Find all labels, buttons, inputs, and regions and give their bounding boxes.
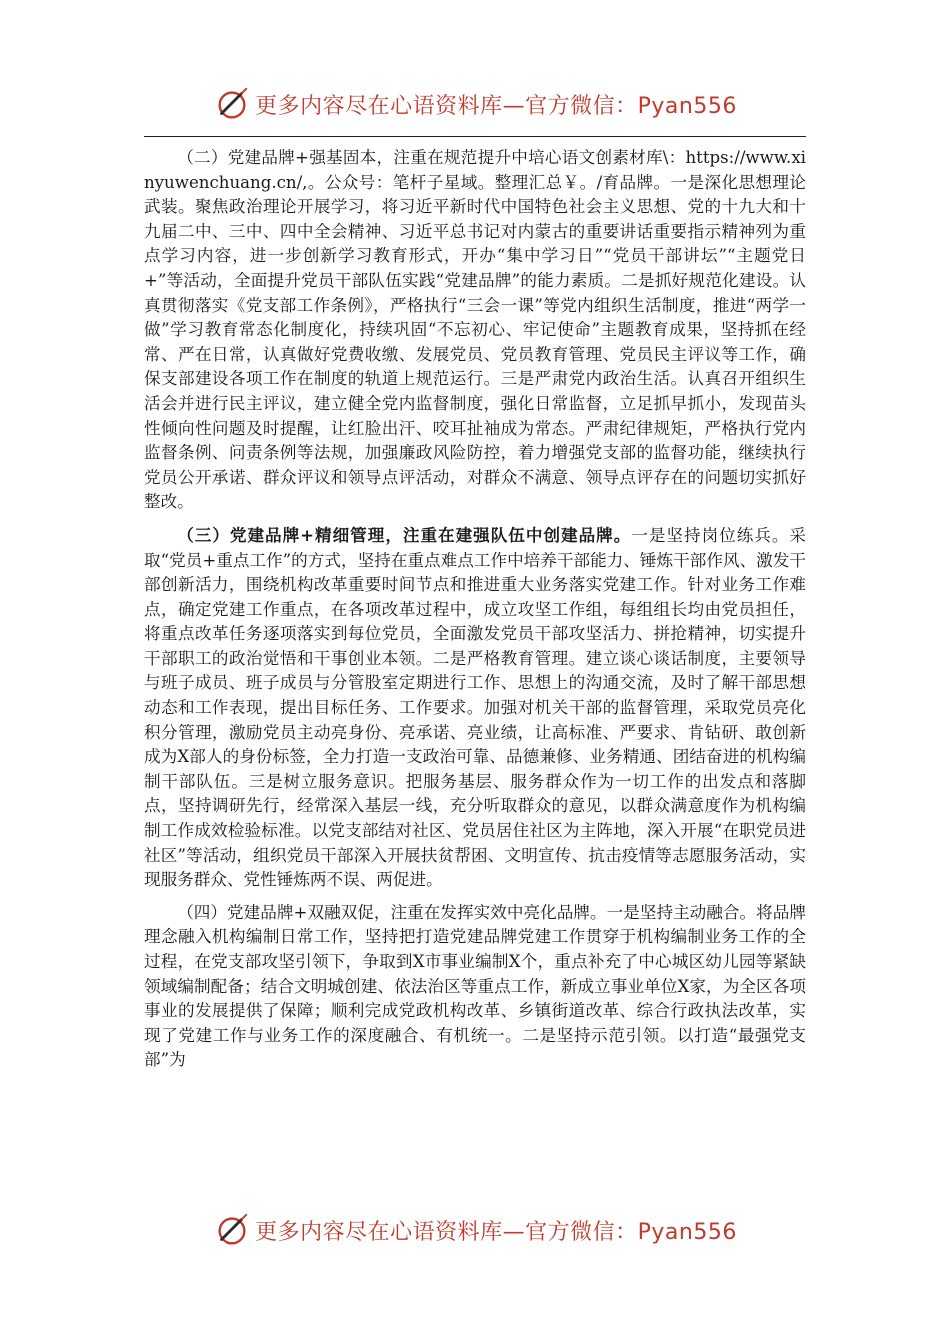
paragraph-3-heading: （三）党建品牌+精细管理，注重在建强队伍中创建品牌。 bbox=[177, 524, 632, 545]
paragraph-3 bbox=[144, 523, 806, 893]
header-watermark-text: 更多内容尽在心语资料库—官方微信：Pyan556 bbox=[255, 93, 737, 119]
header-divider bbox=[144, 136, 806, 137]
header-watermark bbox=[0, 82, 950, 126]
paragraph-4: （四）党建品牌+双融双促，注重在发挥实效中亮化品牌。一是坚持主动融合。将品牌理念融入机构编制日常工作，坚持把打造党建品牌党建工作贯穿于机构编制业务工作的全过程，在党支部攻坚引领下，争取到X市事业编制X个，重点补充了中心城区幼儿园等紧缺领域编制配备；结合文明城创建、依法治区等重点工作，新成立事业单位X家，为全区各项事业的发展提供了保障；顺利完成党政机构改革、乡镇街道改革、综合行政执法改革，实现了党建工作与业务工作的深度融合、有机统一。二是坚持示范引领。以打造“最强党支部”为 bbox=[144, 902, 806, 1070]
document-body bbox=[144, 146, 807, 1070]
footer-watermark-text: 更多内容尽在心语资料库—官方微信：Pyan556 bbox=[255, 1219, 737, 1245]
paragraph-3-text: 一是坚持岗位练兵。采取“党员+重点工作”的方式，坚持在重点难点工作中培养干部能力、锤炼干部作风、激发干部创新活力，围绕机构改革重要时间节点和推进重大业务落实党建工作。针对业务工作难点，确定党建工作重点，在各项改革过程中，成立攻坚工作组，每组组长均由党员担任，将重点改革任务逐项落实到每位党员，全面激发党员干部攻坚活力、拼抢精神，切实提升干部职工的政治觉悟和干事创业本领。二是严格教育管理。建立谈心谈话制度，主要领导与班子成员、班子成员与分管股室定期进行工作、思想上的沟通交流，及时了解干部思想动态和工作表现，提出目标任务、工作要求。加强对机关干部的监督管理，采取党员亮化积分管理，激励党员主动亮身份、亮承诺、亮业绩，让高标准、严要求、肯钻研、敢创新成为X部人的身份标签，全力打造一支政治可靠、品德兼修、业务精通、团结奋进的机构编制干部队伍。三是树立服务意识。把服务基层、服务群众作为一切工作的出发点和落脚点，坚持调研先行，经常深入基层一线，充分听取群众的意见，以群众满意度作为机构编制工作成效检验标准。以党支部结对社区、党员居住社区为主阵地，深入开展“在职党员进社区”等活动，组织党员干部深入开展扶贫帮困、文明宣传、抗击疫情等志愿服务活动，实现服务群众、党性锤炼两不误、两促进。 bbox=[144, 525, 807, 890]
brush-logo-icon bbox=[213, 1211, 251, 1249]
brush-logo-icon bbox=[213, 85, 251, 123]
footer-watermark bbox=[0, 1208, 950, 1252]
paragraph-2: （二）党建品牌+强基固本，注重在规范提升中培心语文创素材库\：https://www.xinyuwenchuang.cn/,。公众号：笔杆子星域。整理汇总￥。/育品牌。一是深化思想理论武装。聚焦政治理论开展学习，将习近平新时代中国特色社会主义思想、党的十九大和十九届二中、三中、四中全会精神、习近平总书记对内蒙古的重要讲话重要指示精神列为重点学习内容，进一步创新学习教育形式，开办“集中学习日”“党员干部讲坛”“主题党日+”等活动，全面提升党员干部队伍实践“党建品牌”的能力素质。二是抓好规范化建设。认真贯彻落实《党支部工作条例》，严格执行“三会一课”等党内组织生活制度，推进“两学一做”学习教育常态化制度化，持续巩固“不忘初心、牢记使命”主题教育成果，坚持抓在经常、严在日常，认真做好党费收缴、发展党员、党员教育管理、党员民主评议等工作，确保支部建设各项工作在制度的轨道上规范运行。三是严肃党内政治生活。认真召开组织生活会并进行民主评议，建立健全党内监督制度，强化日常监督，立足抓早抓小，发现苗头性倾向性问题及时提醒，让红脸出汗、咬耳扯袖成为常态。严肃纪律规矩，严格执行党内监督条例、问责条例等法规，加强廉政风险防控，着力增强党支部的监督功能，继续执行党员公开承诺、群众评议和领导点评活动，对群众不满意、领导点评存在的问题切实抓好整改。 bbox=[144, 148, 806, 512]
